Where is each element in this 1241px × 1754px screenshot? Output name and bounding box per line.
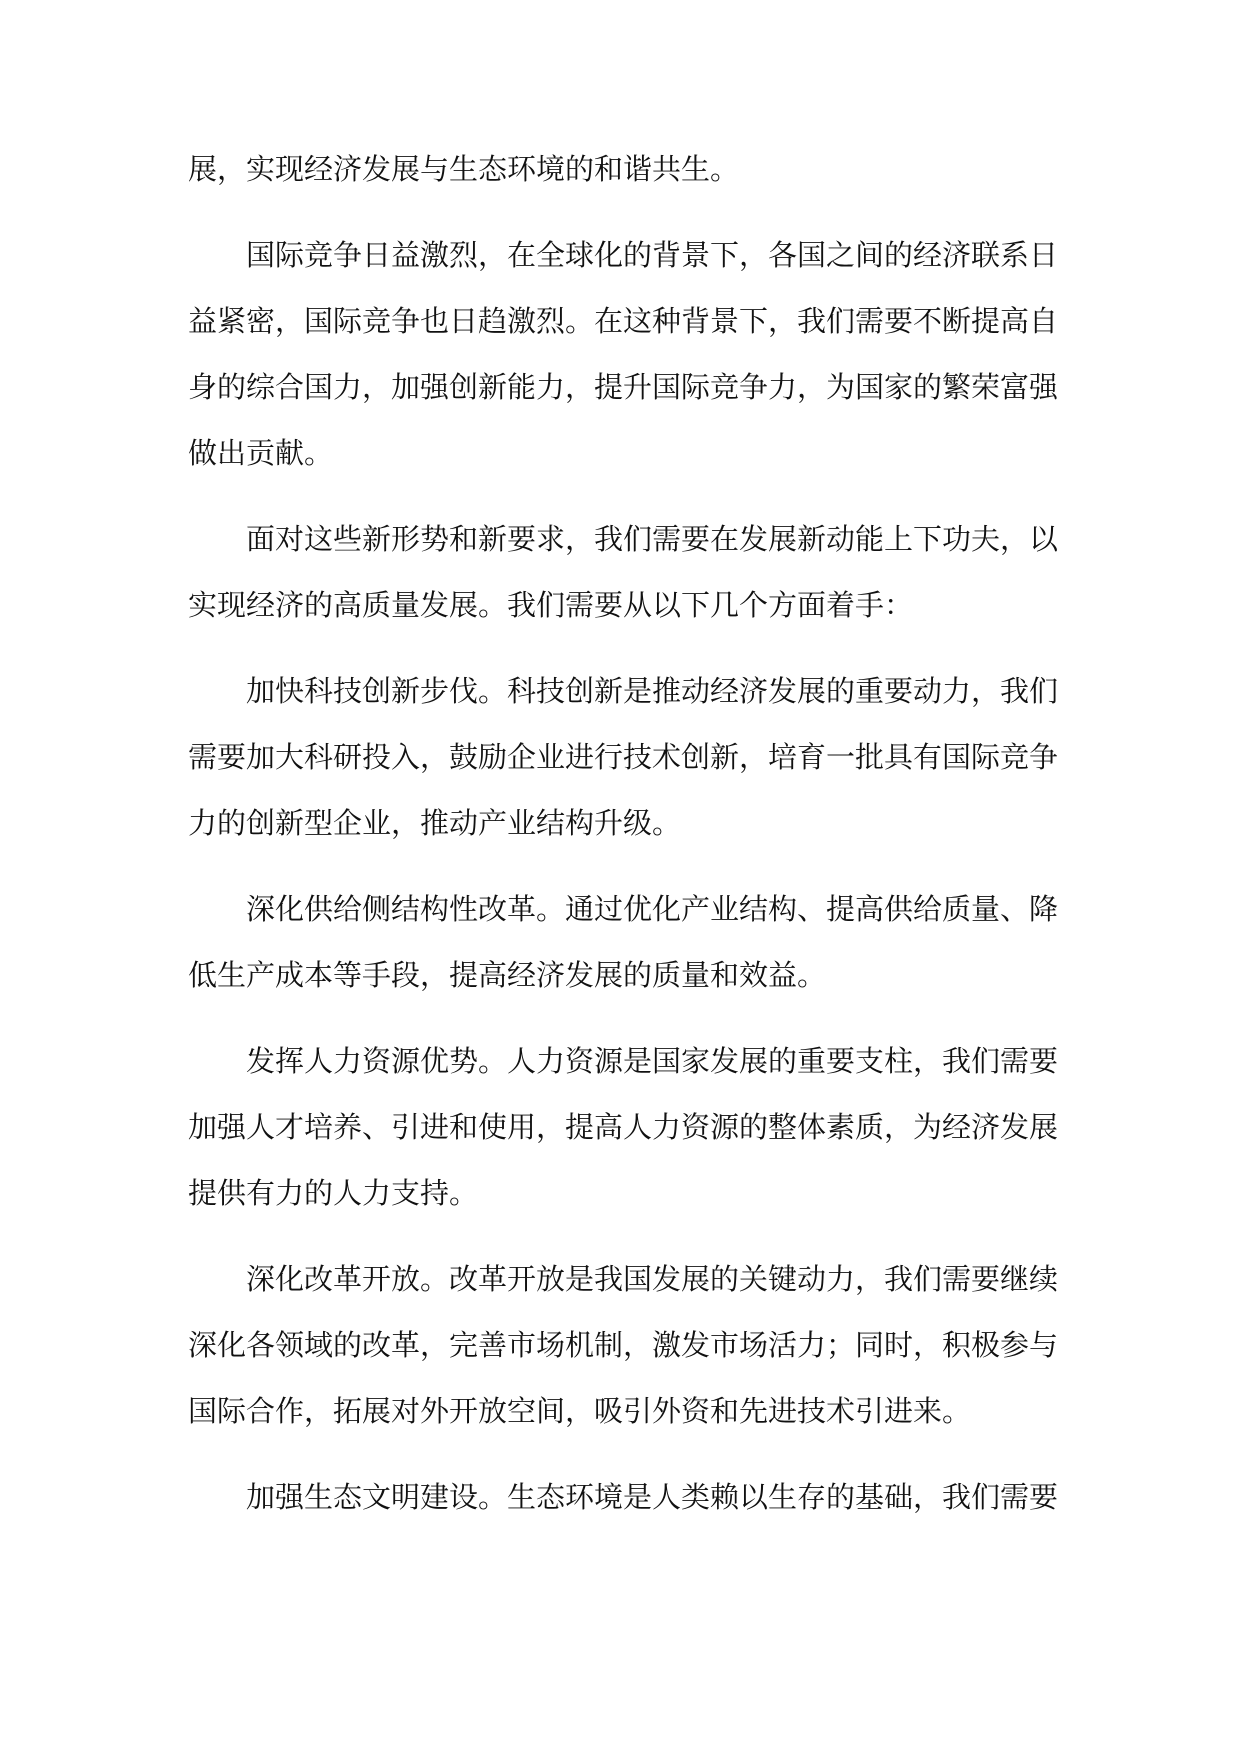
paragraph — [188, 658, 1058, 856]
paragraph — [188, 1464, 1058, 1530]
paragraph — [188, 876, 1058, 1008]
text-line: 低生产成本等手段，提高经济发展的质量和效益。 — [188, 958, 827, 992]
text-line: 深化改革开放。改革开放是我国发展的关键动力，我们需要继续 — [246, 1262, 1058, 1296]
paragraph — [188, 506, 1058, 638]
text-line: 发挥人力资源优势。人力资源是国家发展的重要支柱，我们需要 — [246, 1044, 1058, 1078]
text-line: 益紧密，国际竞争也日趋激烈。在这种背景下，我们需要不断提高自 — [188, 304, 1058, 338]
text-line: 实现经济的高质量发展。我们需要从以下几个方面着手： — [188, 588, 914, 622]
paragraph — [188, 1028, 1058, 1226]
text-line: 加快科技创新步伐。科技创新是推动经济发展的重要动力，我们 — [246, 674, 1058, 708]
text-line: 深化供给侧结构性改革。通过优化产业结构、提高供给质量、降 — [246, 892, 1058, 926]
text-line: 需要加大科研投入，鼓励企业进行技术创新，培育一批具有国际竞争 — [188, 740, 1058, 774]
text-line: 深化各领域的改革，完善市场机制，激发市场活力；同时，积极参与 — [188, 1328, 1058, 1362]
text-line: 做出贡献。 — [188, 436, 334, 470]
paragraph — [188, 136, 1058, 202]
text-line: 加强生态文明建设。生态环境是人类赖以生存的基础，我们需要 — [246, 1480, 1058, 1514]
text-line: 面对这些新形势和新要求，我们需要在发展新动能上下功夫，以 — [246, 522, 1058, 556]
paragraph — [188, 1246, 1058, 1444]
text-line: 身的综合国力，加强创新能力，提升国际竞争力，为国家的繁荣富强 — [188, 370, 1058, 404]
document-body — [188, 136, 1058, 1530]
text-line: 力的创新型企业，推动产业结构升级。 — [188, 806, 682, 840]
text-line: 国际竞争日益激烈，在全球化的背景下，各国之间的经济联系日 — [246, 238, 1058, 272]
text-line: 展，实现经济发展与生态环境的和谐共生。 — [188, 152, 740, 186]
text-line: 提供有力的人力支持。 — [188, 1176, 479, 1210]
text-line: 加强人才培养、引进和使用，提高人力资源的整体素质，为经济发展 — [188, 1110, 1058, 1144]
text-line: 国际合作，拓展对外开放空间，吸引外资和先进技术引进来。 — [188, 1394, 972, 1428]
paragraph — [188, 222, 1058, 486]
